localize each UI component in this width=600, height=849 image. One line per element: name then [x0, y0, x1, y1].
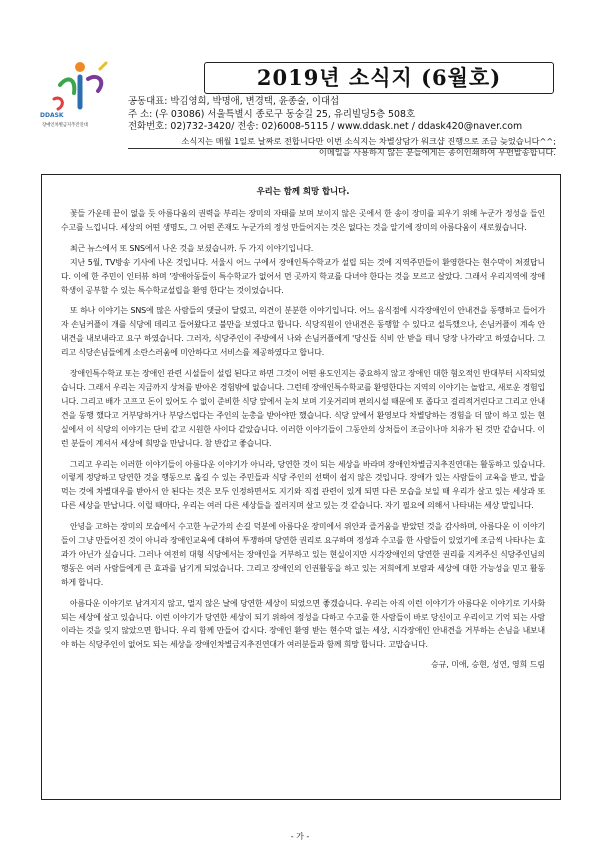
page-number: - 가 - — [290, 832, 310, 841]
article-paragraph: 최근 뉴스에서 또 SNS에서 나온 것을 보셨습니까. 두 가지 이야기입니다. — [70, 243, 314, 253]
organization-info — [128, 96, 568, 134]
delivery-notice-line2: 이메일을 사용하지 않는 분들에게는 종이인쇄하여 우편발송합니다. — [318, 147, 556, 157]
article-paragraph: 장애인특수학교 또는 장애인 관련 시설들이 설립 된다고 하면 그것이 어떤 용도인지는 중요하지 않고 장애인 대한 혐오적인 반대부터 시작되었습니다. 그래서 우리는 지금까지 상처를 받아온 경험밖에 없습니다. 그런데 장애인특수학교를 환영한다는 지역의 이야기는 놀랍고, 새로운 경험입니다. 그리고 배가 고프고 돈이 있어도 수 없이 준비한 식당 앞에서 눈치 보며 기웃거리며 편의시설 때문에 또 좁다고 걸리적거린다고 그리고 안내견을 동행 했다고 거부당하거나 부당스럽다는 주인의 눈총을 받아야만 했습니다. 식당 앞에서 환영보다 차별당하는 경험을 더 많이 하고 있는 현실에서 이 식당의 이야기는 단비 같고 시원한 사이다 같았습니다. 이러한 이야기들이 그동안의 상처들이 조금이나마 치유가 된 것만 같습니다. 이런 분들이 계셔서 세상에 희망을 만납니다. 참 반갑고 좋습니다. — [61, 369, 545, 448]
article-paragraph: 지난 5월, TV방송 기사에 나온 것입니다. 서울시 어느 구에서 장애인특수학교가 설립 되는 것에 지역주민들이 환영한다는 현수막이 쳐졌답니다. 이에 한 주민이 인터뷰 하며 '장애아동들이 특수학교가 없어서 먼 곳까지 학교를 다녀야 한다는 것을 모르고 살았다. 그래서 우리지역에 장애학생이 공부할 수 있는 특수학교설립을 환영 한다'는 것이었습니다. — [61, 257, 545, 295]
article-paragraph: 또 하나 이야기는 SNS에 많은 사람들의 댓글이 달렸고, 의견이 분분한 이야기입니다. 어느 음식점에 시각장애인이 안내견을 동행하고 들어가자 손님커플이 개를 식당에 데리고 들어왔다고 불만을 보였다고 합니다. 식당직원이 안내견은 동행할 수 있다고 설득했으나, 손님커플이 계속 안내견을 내보내라고 요구 하였습니다. 그러자, 식당주인이 주방에서 나와 손님커플에게 '당신들 식비 안 받을 테니 당장 나가라'고 하였습니다. 그리고 식당손님들에게 소란스러움에 미안하다고 서비스를 제공하였다고 합니다. — [61, 306, 545, 358]
delivery-notice-line1: 소식지는 매월 1일로 날짜로 전합니다만 이번 소식지는 차별상담가 워크샵 진행으로 조금 늦었습니다^^; — [181, 136, 556, 146]
article-body — [61, 183, 545, 670]
newsletter-header — [0, 0, 600, 160]
article-paragraph: 아름다운 이야기로 남겨지지 않고, 멀지 않은 날에 당연한 세상이 되었으면 좋겠습니다. 우리는 아직 이런 이야기가 아름다운 이야기로 기사화 되는 세상에 살고 있습니다. 이런 이야기가 당연한 세상이 되기 위하여 정성을 다하고 수고를 한 사람들이 바로 당신이고 우리이고 기억 되는 사람이라는 것을 잊지 않았으면 합니다. 우리 함께 만들어 갑시다. 장애인 환영 받는 현수막 없는 세상, 시각장애인 안내견을 거부하는 손님을 내보내야 하는 식당주인이 없어도 되는 세상을 장애인차별금지추진연대가 여러분들과 함께 희망 합니다. 고맙습니다. — [61, 598, 545, 650]
article-paragraph: 그리고 우리는 이러한 이야기들이 아름다운 이야기가 아니라, 당연한 것이 되는 세상을 바라며 장애인차별금지추진연대는 활동하고 있습니다. 이렇게 정당하고 당연한 것을 행동으로 옮길 수 있는 주민들과 식당 주인의 선택이 쉽지 않은 것입니다. 장애가 있는 사람들이 교육을 받고, 밥을 먹는 것에 차별대우를 받아서 안 된다는 것은 모두 인정하면서도 지기와 직접 관련이 있게 되면 다른 모습을 보일 때 우리가 살고 있는 세상과 또 다른 세상을 만납니다. 이럴 때마다, 우리는 여러 다른 세상들을 질러지며 살고 있는 것 같습니다. 자기 필요에 의해서 나타내는 세상 말입니다. — [61, 459, 545, 511]
info-contact: 전화번호: 02)732-3420/ 전송: 02)6008-5115 / www.ddask.net / ddask420@naver.com — [128, 121, 523, 133]
article-signature: 승규, 미애, 승현, 성연, 영희 드림 — [430, 660, 545, 670]
article-paragraph: 꽃들 가운데 끝이 없을 듯 아름다움의 권력을 부리는 장미의 자태를 보며 보이지 않은 곳에서 한 송이 장미를 피우기 위해 누군가 정성을 들인 수고를 느낍니다. 세상의 어떤 생명도, 그 어떤 존재도 누군가의 정성 만들어지는 것은 없다는 것을 알기에 장미의 아름다움이 새로웠습니다. — [61, 209, 545, 232]
article-box — [41, 174, 561, 800]
newsletter-title: 2019년 소식지 (6월호) — [204, 62, 554, 94]
article-paragraph: 안녕을 고하는 장미의 모습에서 수고한 누군가의 손길 덕분에 아름다운 장미에서 위안과 즐거움을 받았던 것을 감사하며, 아름다운 이 이야기들이 그냥 만들어진 것이 아니라 장애인교육에 대하여 투쟁하며 당연한 권리로 요구하며 정성과 수고를 한 사람들이 있었기에 조금씩 나타나는 효과가 아닌가 싶습니다. 그러나 여전히 대형 식당에서는 장애인을 거부하고 있는 현실이지만 시각장애인의 당연한 권리를 지켜주신 식당주인님의 행동은 여러 사람들에게 큰 효과를 남기게 되었습니다. 그리고 장애인의 인권활동을 하고 있는 저희에게 보람과 세상에 대한 가능성을 믿고 활동하게 합니다. — [61, 522, 545, 587]
logo-subtext: 장애인차별금지추진연대 — [42, 123, 88, 128]
info-address: 주 소: (우 03086) 서울특별시 종로구 동숭길 25, 유리빌딩5층 508호 — [128, 108, 416, 120]
info-representatives: 공동대표: 박김영희, 박명애, 변경택, 윤종술, 이대섭 — [128, 96, 340, 107]
logo-text: DDASK — [40, 112, 64, 119]
article-heading: 우리는 함께 희망 합니다. — [256, 186, 350, 196]
